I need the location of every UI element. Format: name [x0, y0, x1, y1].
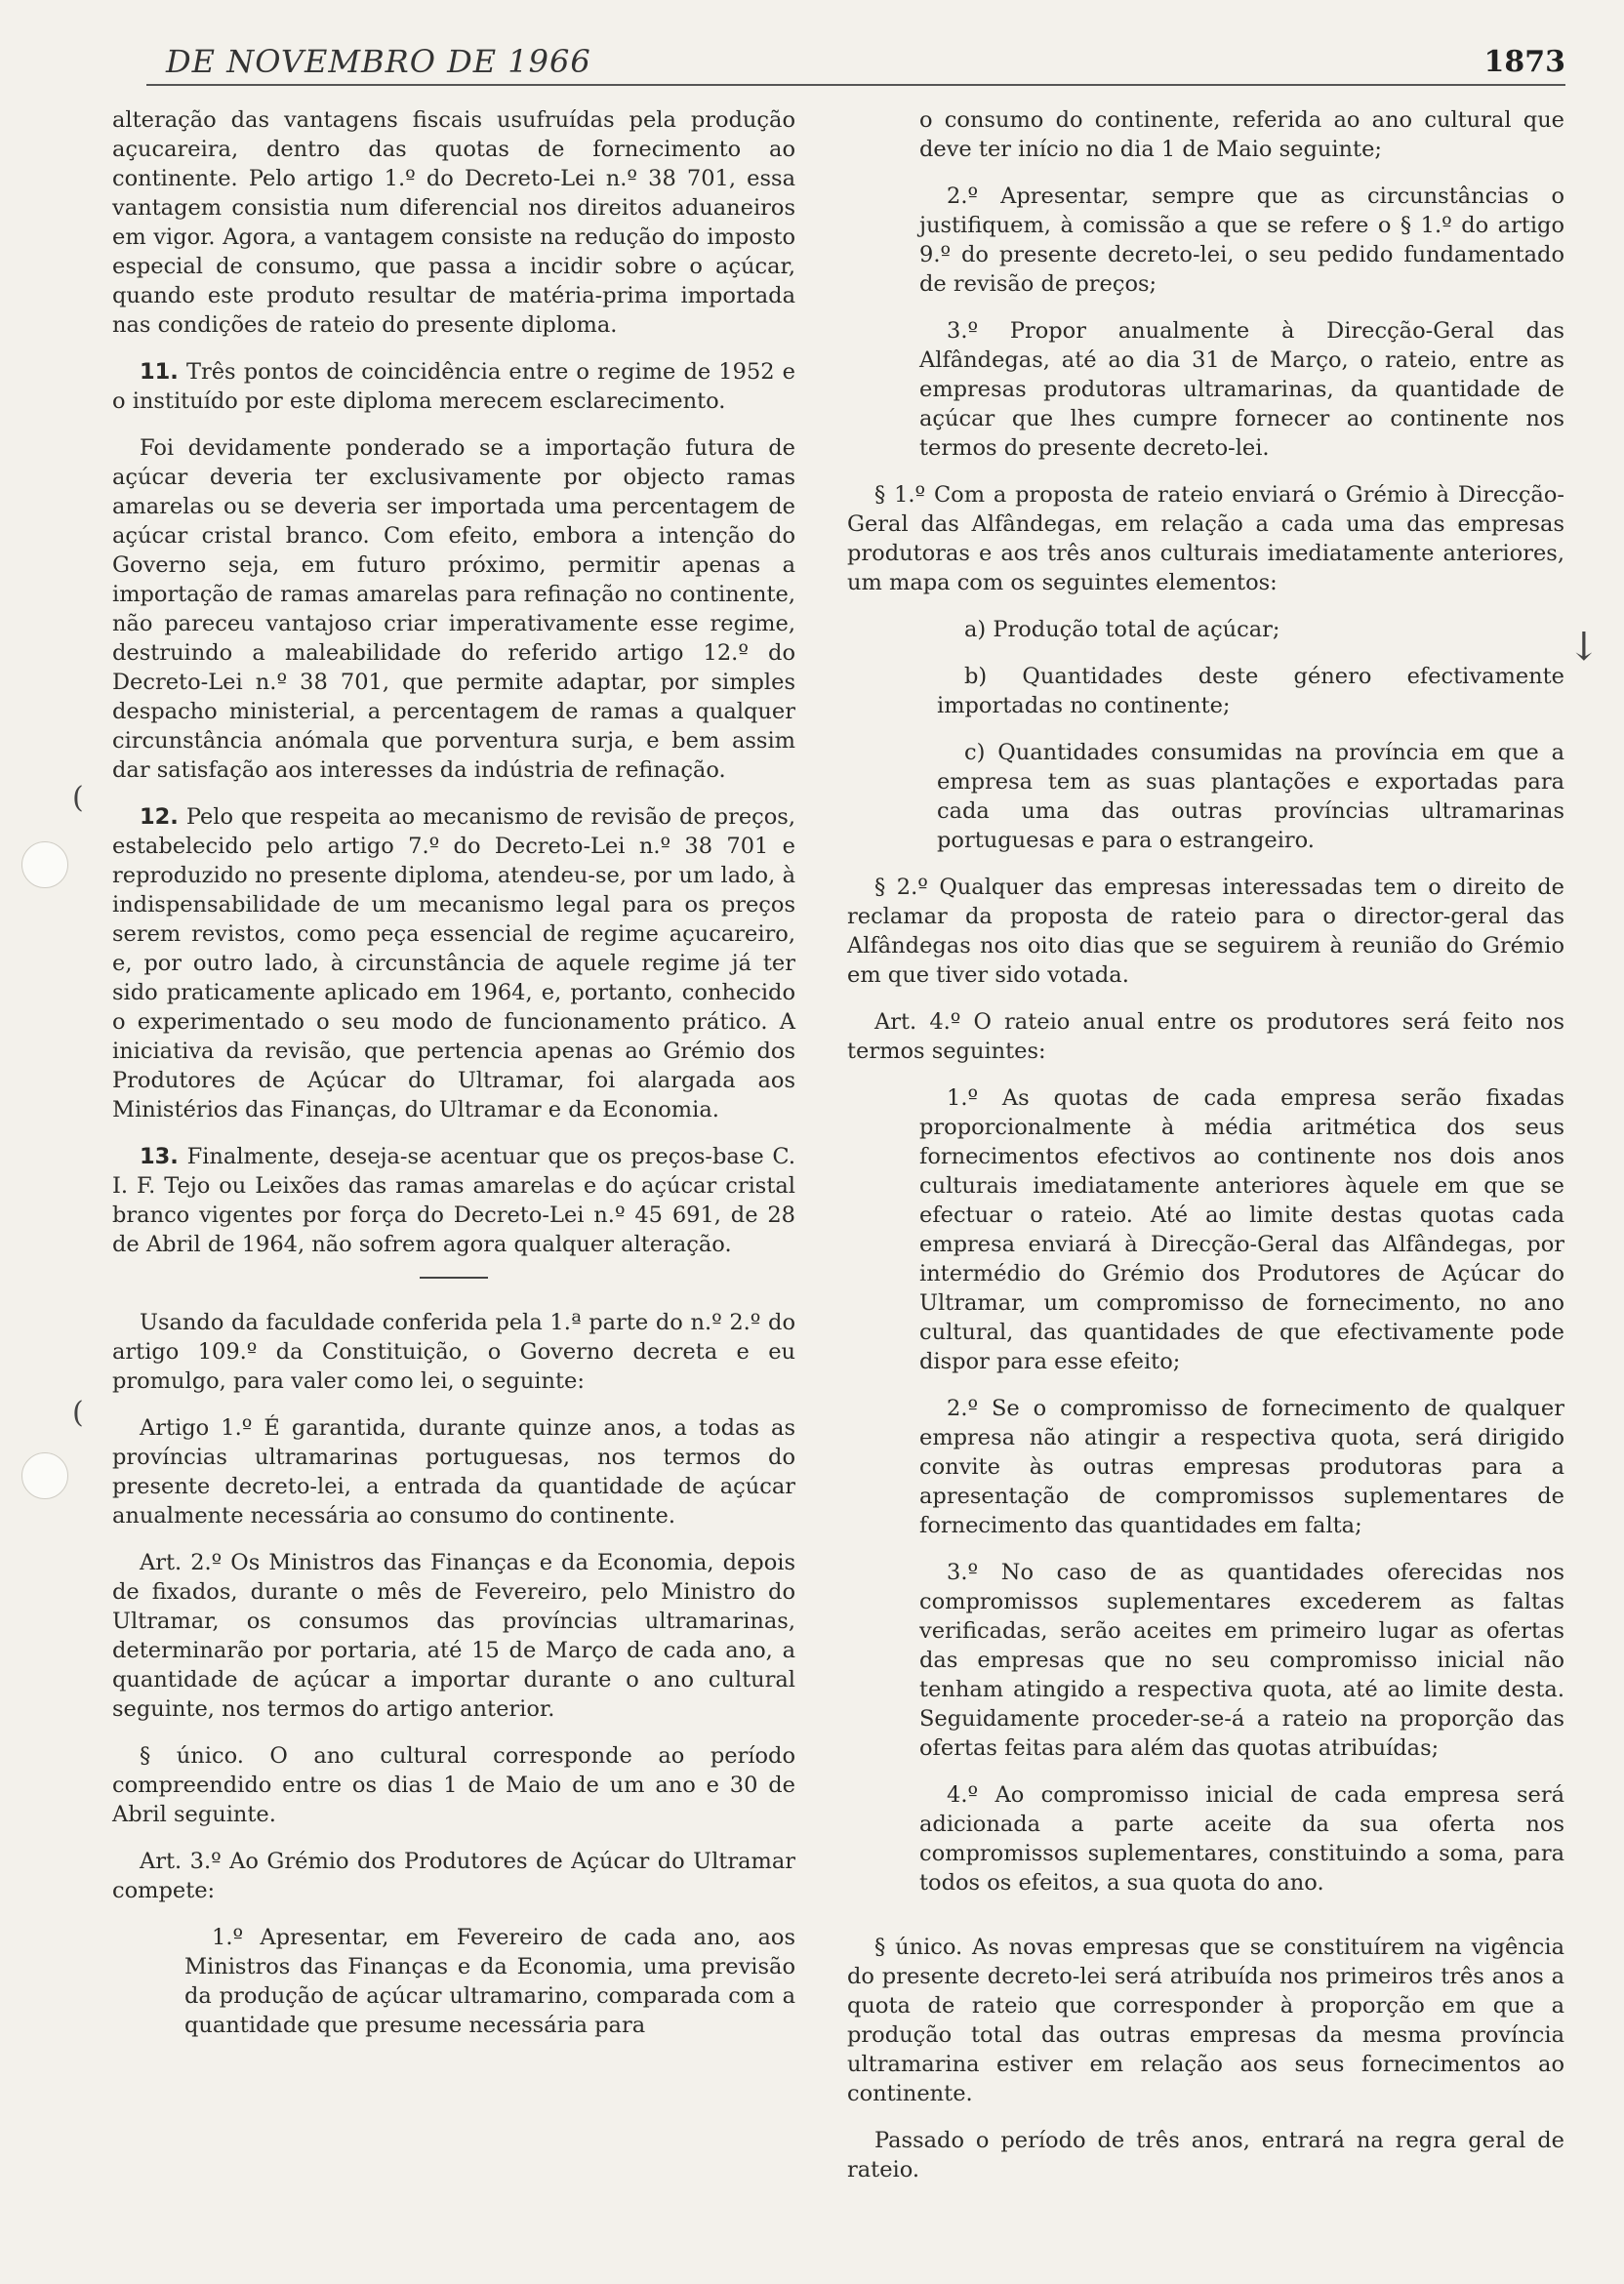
article-3-item-3: [847, 316, 1564, 463]
article-3-item-1: [112, 1923, 795, 2040]
item-text: As quotas de cada empresa serão fixadas proporcionalmente à média aritmética dos seus fornecimentos efectivos ao continente nos dois anos culturais imediatamente anteriores àquele em que se efectuar o rateio. Até ao limite destas quotas cada empresa enviará à Direcção-Geral das Alfândegas, por intermédio do Grémio dos Produtores de Açúcar do Ultramar, um compromisso de fornecimento, no ano cultural, das quantidades de que efectivamente pode dispor para esse efeito;: [919, 1085, 1564, 1374]
item-number: 3.º: [947, 1560, 979, 1585]
paragraph-text: Pelo que respeita ao mecanismo de revisão de preços, estabelecido pelo artigo 7.º do Decreto-Lei n.º 38 701 e reproduzido no presente diploma, atendeu-se, por um lado, à indispensabilidade de um mecanismo legal para os preços serem revistos, como peça essencial de regime açucareiro, e, por outro lado, à circunstância de aquele regime já ter sido praticamente aplicado em 1964, e, portanto, conhecido o experimentado o seu modo de funcionamento prático. A iniciativa da revisão, que pertencia apenas ao Grémio dos Produtores de Açúcar do Ultramar, foi alargada aos Ministérios das Finanças, do Ultramar e da Economia.: [112, 804, 795, 1122]
paragraph-11: [112, 357, 795, 416]
section-number: 11.: [140, 359, 179, 385]
right-column: [847, 105, 1564, 2202]
closing-paragraph: Passado o período de três anos, entrará na regra geral de rateio.: [847, 2128, 1564, 2182]
article-2-sole-paragraph: § único. O ano cultural corresponde ao período compreendido entre os dias 1 de Maio de um ano e 30 de Abril seguinte.: [112, 1743, 795, 1827]
page-number: 1873: [1483, 45, 1565, 79]
article-3-item-1-continued: o consumo do continente, referida ao ano cultural que deve ter início no dia 1 de Maio seguinte;: [919, 107, 1564, 162]
article-2: Art. 2.º Os Ministros das Finanças e da Economia, depois de fixados, durante o mês de Fevereiro, pelo Ministro do Ultramar, os consumos das províncias ultramarinas, determinarão por portaria, até 15 de Março de cada ano, a quantidade de açúcar a importar durante o ano cultural seguinte, nos termos do artigo anterior.: [112, 1550, 795, 1722]
item-number: 3.º: [947, 318, 979, 344]
section-number: 12.: [140, 804, 179, 830]
paragraph-13: [112, 1142, 795, 1259]
item-text: Apresentar, sempre que as circunstâncias o justifiquem, à comissão a que se refere o § 1.º do artigo 9.º do presente decreto-lei, o seu pedido fundamentado de revisão de preços;: [919, 184, 1564, 297]
punch-hole: [21, 1452, 68, 1499]
item-number: 4.º: [947, 1782, 979, 1808]
punch-hole: [21, 841, 68, 888]
section-separator: [420, 1277, 488, 1279]
article-4-item-3: [847, 1558, 1564, 1763]
article-1: Artigo 1.º É garantida, durante quinze anos, a todas as províncias ultramarinas portuguesas, nos termos do presente decreto-lei, a entrada da quantidade de açúcar anualmente necessária ao consumo do continente.: [112, 1415, 795, 1529]
article-4-item-4: [847, 1780, 1564, 1897]
paragraph-1-item-a: a) Produção total de açúcar;: [964, 617, 1280, 642]
article-4-item-2: [847, 1394, 1564, 1540]
article-4-sole-paragraph: § único. As novas empresas que se constituírem na vigência do presente decreto-lei será atribuída nos primeiros três anos a quota de rateio que corresponder à proporção em que a produção total das outras empresas da mesma província ultramarina estiver em relação aos seus fornecimentos ao continente.: [847, 1935, 1564, 2106]
item-number: 1.º: [947, 1085, 979, 1111]
article-3-paragraph-1: § 1.º Com a proposta de rateio enviará o Grémio à Direcção-Geral das Alfândegas, em relação a cada uma das empresas produtoras e aos três anos culturais imediatamente anteriores, um mapa com os seguintes elementos:: [847, 482, 1564, 595]
item-text: Propor anualmente à Direcção-Geral das Alfândegas, até ao dia 31 de Março, o rateio, entre as empresas produtoras ultramarinas, da quantidade de açúcar que lhes cumpre fornecer ao continente nos termos do presente decreto-lei.: [919, 318, 1565, 461]
margin-bracket-mark: (: [72, 781, 84, 815]
paragraph-11-continued: Foi devidamente ponderado se a importação futura de açúcar deveria ter exclusivamente por objecto ramas amarelas ou se deveria ser importada uma percentagem de açúcar cristal branco. Com efeito, embora a intenção do Governo seja, em futuro próximo, permitir apenas a importação de ramas amarelas para refinação no continente, não pareceu vantajoso criar imperativamente esse regime, destruindo a maleabilidade do referido artigo 12.º do Decreto-Lei n.º 38 701, que permite adaptar, por simples despacho ministerial, a percentagem de ramas a qualquer circunstância anómala que porventura surja, e bem assim dar satisfação aos interesses da indústria de refinação.: [112, 435, 795, 783]
item-text: Ao compromisso inicial de cada empresa será adicionada a parte aceite da sua oferta nos compromissos suplementares, constituindo a soma, para todos os efeitos, a sua quota do ano.: [919, 1782, 1564, 1896]
paragraph-1-item-c: c) Quantidades consumidas na província em que a empresa tem as suas plantações e exportadas para cada uma das outras províncias ultramarinas portuguesas e para o estrangeiro.: [937, 740, 1564, 853]
article-4: Art. 4.º O rateio anual entre os produtores será feito nos termos seguintes:: [847, 1009, 1564, 1064]
article-3: Art. 3.º Ao Grémio dos Produtores de Açúcar do Ultramar compete:: [112, 1849, 795, 1903]
item-number: 2.º: [947, 1396, 979, 1421]
item-number: 1.º: [212, 1925, 244, 1950]
item-text: Se o compromisso de fornecimento de qualquer empresa não atingir a respectiva quota, será dirigido convite às outras empresas produtoras para a apresentação de compromissos suplementares de fornecimento das quantidades em falta;: [919, 1396, 1564, 1538]
paragraph-text: Três pontos de coincidência entre o regime de 1952 e o instituído por este diploma merecem esclarecimento.: [112, 359, 795, 414]
running-head: [59, 35, 1565, 84]
enactment-formula: Usando da faculdade conferida pela 1.ª parte do n.º 2.º do artigo 109.º da Constituição, o Governo decreta e eu promulgo, para valer como lei, o seguinte:: [112, 1310, 795, 1394]
paragraph-12: [112, 802, 795, 1124]
article-3-item-2: [847, 182, 1564, 299]
paragraph-1-item-b: b) Quantidades deste género efectivamente importadas no continente;: [937, 664, 1564, 718]
article-3-paragraph-2: § 2.º Qualquer das empresas interessadas tem o direito de reclamar da proposta de rateio para o director-geral das Alfândegas nos oito dias que se seguirem à reunião do Grémio em que tiver sido votada.: [847, 875, 1564, 988]
paragraph-text: Finalmente, deseja-se acentuar que os preços-base C. I. F. Tejo ou Leixões das ramas amarelas e do açúcar cristal branco vigentes por força do Decreto-Lei n.º 45 691, de 28 de Abril de 1964, não sofrem agora qualquer alteração.: [112, 1144, 795, 1257]
item-text: Apresentar, em Fevereiro de cada ano, aos Ministros das Finanças e da Economia, uma previsão da produção de açúcar ultramarino, comparada com a quantidade que presume necessária para: [184, 1925, 795, 2038]
running-head-title: DE NOVEMBRO DE 1966: [166, 43, 591, 80]
section-number: 13.: [140, 1144, 179, 1169]
margin-arrow-mark: ↓: [1567, 625, 1601, 670]
margin-bracket-mark: (: [72, 1396, 84, 1430]
intro-paragraph: alteração das vantagens fiscais usufruídas pela produção açucareira, dentro das quotas de fornecimento ao continente. Pelo artigo 1.º do Decreto-Lei n.º 38 701, essa vantagem consistia num diferencial nos direitos aduaneiros em vigor. Agora, a vantagem consiste na redução do imposto especial de consumo, que passa a incidir sobre o açúcar, quando este produto resultar de matéria-prima importada nas condições de rateio do presente diploma.: [112, 107, 795, 338]
item-text: No caso de as quantidades oferecidas nos compromissos suplementares excederem as faltas verificadas, serão aceites em primeiro lugar as ofertas das empresas que no seu compromisso inicial não tenham atingido a respectiva quota, até ao limite desta. Seguidamente proceder-se-á a rateio na proporção das ofertas feitas para além das quotas atribuídas;: [919, 1560, 1564, 1761]
item-number: 2.º: [947, 184, 979, 209]
header-rule: [146, 84, 1565, 86]
article-4-item-1: [847, 1083, 1564, 1376]
left-column: [112, 105, 795, 2058]
